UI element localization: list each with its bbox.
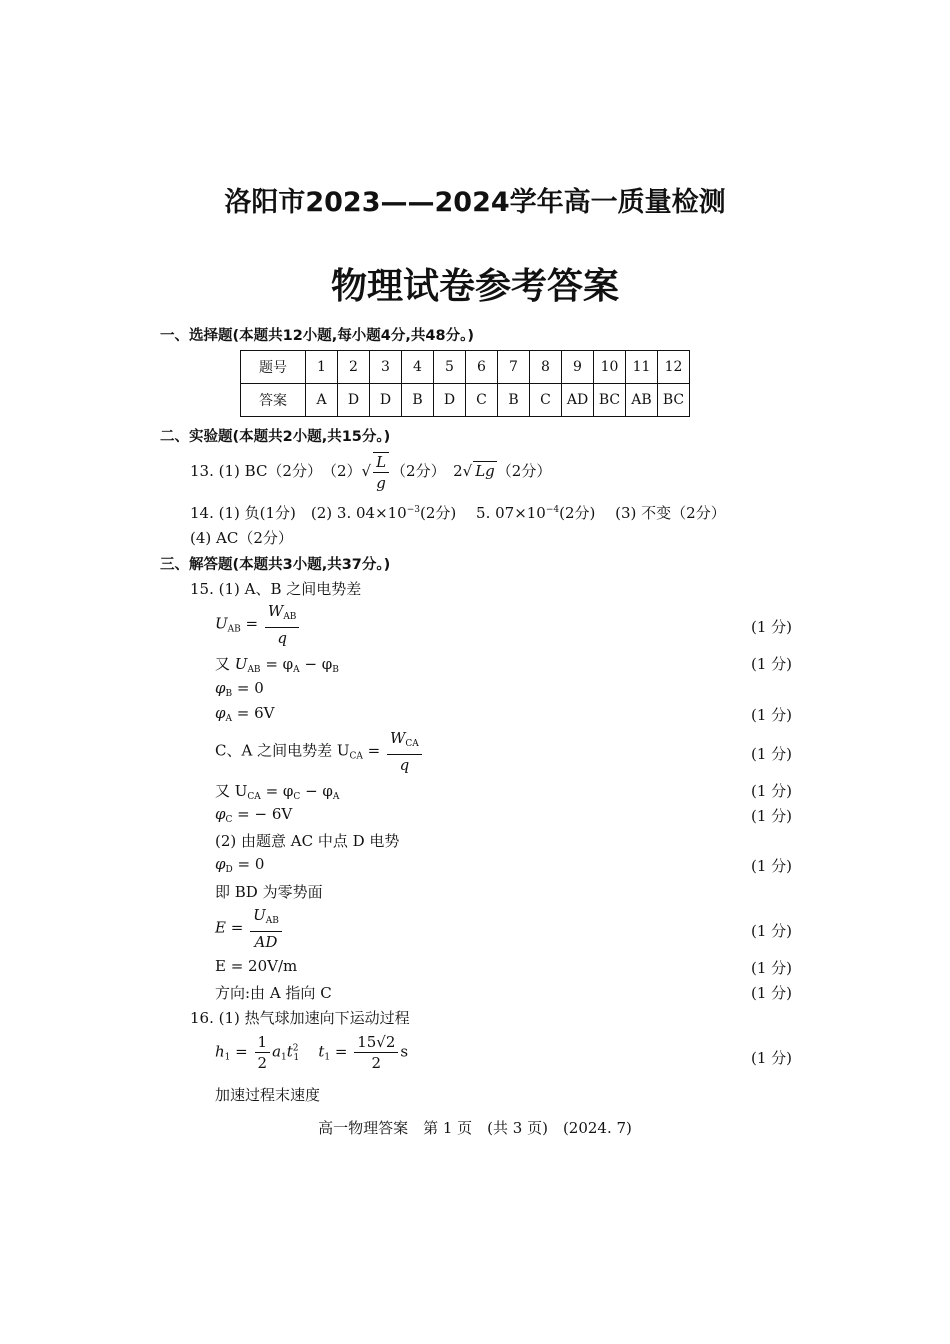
eq-unit: s xyxy=(400,1042,409,1061)
q14-exp2: −4 xyxy=(545,505,560,515)
eq-line8: (2) 由题意 AC 中点 D 电势 xyxy=(215,832,400,850)
table-cell: 8 xyxy=(530,351,562,384)
table-cell: 10 xyxy=(594,351,626,384)
eq-fraction xyxy=(250,906,282,951)
table-cell: D xyxy=(434,384,466,417)
eq-sub: CA xyxy=(349,751,363,762)
eq-symbol: h xyxy=(215,1042,225,1061)
table-header-cell: 题号 xyxy=(241,351,306,384)
point-label: (1 分) xyxy=(750,857,792,875)
sqrt-sign: √ xyxy=(462,462,473,480)
eq-symbol: a xyxy=(272,1042,282,1061)
q13-line xyxy=(190,452,551,492)
table-cell: B xyxy=(498,384,530,417)
q13-prefix: 13. (1) BC（2分） （2） xyxy=(190,462,362,480)
answer-table xyxy=(240,350,690,417)
eq-line5: C、A 之间电势差 $U_{CA}$ = $\frac{W_{CA}}{q}$ xyxy=(215,729,424,774)
frac-den: q xyxy=(277,629,287,647)
eq-symbol: φ xyxy=(215,704,226,722)
eq-sub: CA xyxy=(247,792,261,802)
eq-sub: A xyxy=(293,665,300,675)
eq-symbol: U xyxy=(234,655,248,673)
frac-den: q xyxy=(399,756,410,774)
q13-sqrt-body: Lg xyxy=(475,462,495,480)
eq-line4 xyxy=(215,704,275,724)
eq-symbol: φ xyxy=(215,805,226,823)
eq-sub: C xyxy=(293,792,301,802)
section1-heading: 一、选择题(本题共12小题,每小题4分,共48分。) xyxy=(160,328,474,344)
table-cell: C xyxy=(530,384,562,417)
table-cell: 4 xyxy=(402,351,434,384)
table-cell: AB xyxy=(626,384,658,417)
eq-text: 又 xyxy=(215,655,235,673)
table-cell: 6 xyxy=(466,351,498,384)
frac-num-sub: AB xyxy=(283,612,297,622)
q14-line1 xyxy=(190,502,726,523)
eq-line9 xyxy=(215,855,264,875)
page-footer: 高一物理答案 第 1 页 (共 3 页) (2024. 7) xyxy=(318,1119,632,1137)
eq-symbol: φ xyxy=(215,855,226,873)
table-cell: 7 xyxy=(498,351,530,384)
table-cell: AD xyxy=(562,384,594,417)
table-cell: A xyxy=(306,384,338,417)
eq-text: = 0 xyxy=(232,855,265,873)
eq-text: − φ xyxy=(299,655,333,673)
frac-den: 2 xyxy=(371,1054,382,1072)
q14-p1: 14. (1) 负(1分) (2) 3. 04×10 xyxy=(190,504,407,522)
eq-line10: 即 BD 为零势面 xyxy=(215,883,323,901)
table-header-cell: 答案 xyxy=(241,384,306,417)
eq-sub: C xyxy=(225,815,233,825)
table-cell: D xyxy=(370,384,402,417)
eq-sub: AB xyxy=(227,624,241,635)
eq-fraction xyxy=(354,1033,398,1072)
table-cell: 1 xyxy=(306,351,338,384)
point-label: (1 分) xyxy=(750,745,792,763)
eq-sub: B xyxy=(332,665,339,675)
sqrt-sign: √ xyxy=(361,462,372,480)
eq-line12: E = 20V/m xyxy=(215,957,298,975)
table-cell: C xyxy=(466,384,498,417)
table-row-numbers xyxy=(241,351,690,384)
point-label: (1 分) xyxy=(750,807,792,825)
eq-line17: 加速过程末速度 xyxy=(215,1086,321,1104)
q14-p2: (2分) 5. 07×10 xyxy=(420,504,546,522)
frac-den: 2 xyxy=(257,1054,268,1072)
frac-num: U xyxy=(253,906,266,924)
eq-fraction xyxy=(255,1033,271,1072)
point-label: (1 分) xyxy=(750,1049,792,1067)
section2-heading: 二、实验题(本题共2小题,共15分。) xyxy=(160,429,391,445)
frac-num-sub: CA xyxy=(405,739,419,749)
point-label: (1 分) xyxy=(750,706,792,724)
frac-num: 15√2 xyxy=(354,1033,398,1053)
point-label: (1 分) xyxy=(750,922,792,940)
eq-symbol: φ xyxy=(215,679,226,697)
eq-text: = φ xyxy=(260,655,294,673)
eq-line7 xyxy=(215,805,292,825)
point-label: (1 分) xyxy=(750,655,792,673)
table-cell: 9 xyxy=(562,351,594,384)
q13-mid: （2分） 2 xyxy=(391,462,463,480)
eq-line11 xyxy=(215,906,284,951)
table-cell: D xyxy=(338,384,370,417)
eq-sub: D xyxy=(225,865,233,875)
frac-num: L xyxy=(376,453,387,471)
q14-line2: (4) AC（2分） xyxy=(190,529,293,547)
point-label: (1 分) xyxy=(750,959,792,977)
frac-den: AD xyxy=(254,933,278,951)
eq-sup: 2 xyxy=(292,1043,299,1054)
eq-sub: 1 xyxy=(324,1052,331,1063)
eq-text: = φ xyxy=(260,782,294,800)
eq-line13: 方向:由 A 指向 C xyxy=(215,984,332,1002)
eq-text: = 6V xyxy=(232,704,275,722)
eq-line2 xyxy=(215,653,339,675)
eq-fraction xyxy=(387,729,422,774)
table-cell: BC xyxy=(594,384,626,417)
eq-text: C、A 之间电势差 U xyxy=(215,741,350,760)
eq-sub: AB xyxy=(247,665,261,675)
eq-symbol: t xyxy=(318,1042,325,1061)
table-cell: 11 xyxy=(626,351,658,384)
eq-fraction xyxy=(265,602,300,647)
eq-line6 xyxy=(215,780,339,802)
eq-text: − φ xyxy=(300,782,333,800)
table-cell: BC xyxy=(658,384,690,417)
document-subtitle: 物理试卷参考答案 xyxy=(330,266,619,307)
eq-text: 又 U xyxy=(215,782,248,800)
q14-p3: (2分) (3) 不变（2分） xyxy=(559,504,726,522)
eq-uab: $U_{AB}$ = $\frac{W_{AB}}{q}$ xyxy=(215,602,301,647)
eq-text: = 0 xyxy=(232,679,264,697)
eq-sub: 1 xyxy=(293,1052,300,1063)
eq-line3 xyxy=(215,679,264,699)
table-cell: 5 xyxy=(434,351,466,384)
frac-den: g xyxy=(376,474,386,492)
q15-intro: 15. (1) A、B 之间电势差 xyxy=(190,580,362,598)
eq-text: E = xyxy=(215,918,244,937)
eq-symbol: U xyxy=(215,614,228,633)
q16-intro: 16. (1) 热气球加速向下运动过程 xyxy=(190,1009,410,1027)
eq-sub: 1 xyxy=(224,1052,231,1063)
table-cell: 3 xyxy=(370,351,402,384)
table-row-answers xyxy=(241,384,690,417)
point-label: (1 分) xyxy=(750,984,792,1002)
eq-sub: 1 xyxy=(281,1052,287,1063)
eq-sub: A xyxy=(332,792,340,802)
table-cell: 12 xyxy=(658,351,690,384)
eq-sub: B xyxy=(225,689,233,699)
point-label: (1 分) xyxy=(750,618,792,636)
q14-exp1: −3 xyxy=(406,505,421,515)
frac-num: 1 xyxy=(255,1033,271,1053)
point-label: (1 分) xyxy=(750,782,792,800)
eq-text: = − 6V xyxy=(232,805,293,823)
frac-num: W xyxy=(267,602,284,620)
frac-num-sub: AB xyxy=(265,916,279,926)
frac-num: W xyxy=(390,729,406,747)
eq-symbol: t xyxy=(286,1042,293,1061)
table-cell: 2 xyxy=(338,351,370,384)
eq-sub: A xyxy=(225,714,233,724)
document-title: 洛阳市2023——2024学年高一质量检测 xyxy=(224,187,726,218)
table-cell: B xyxy=(402,384,434,417)
section3-heading: 三、解答题(本题共3小题,共37分。) xyxy=(160,557,391,573)
q13-tail: （2分） xyxy=(496,462,552,480)
q13-fraction xyxy=(373,452,389,492)
eq-line16: $h_1$ = $\frac{1}{2}$ $a_1t^2_1$ $t_1$ = $\frac{15√2}{2}$ s xyxy=(215,1033,409,1072)
